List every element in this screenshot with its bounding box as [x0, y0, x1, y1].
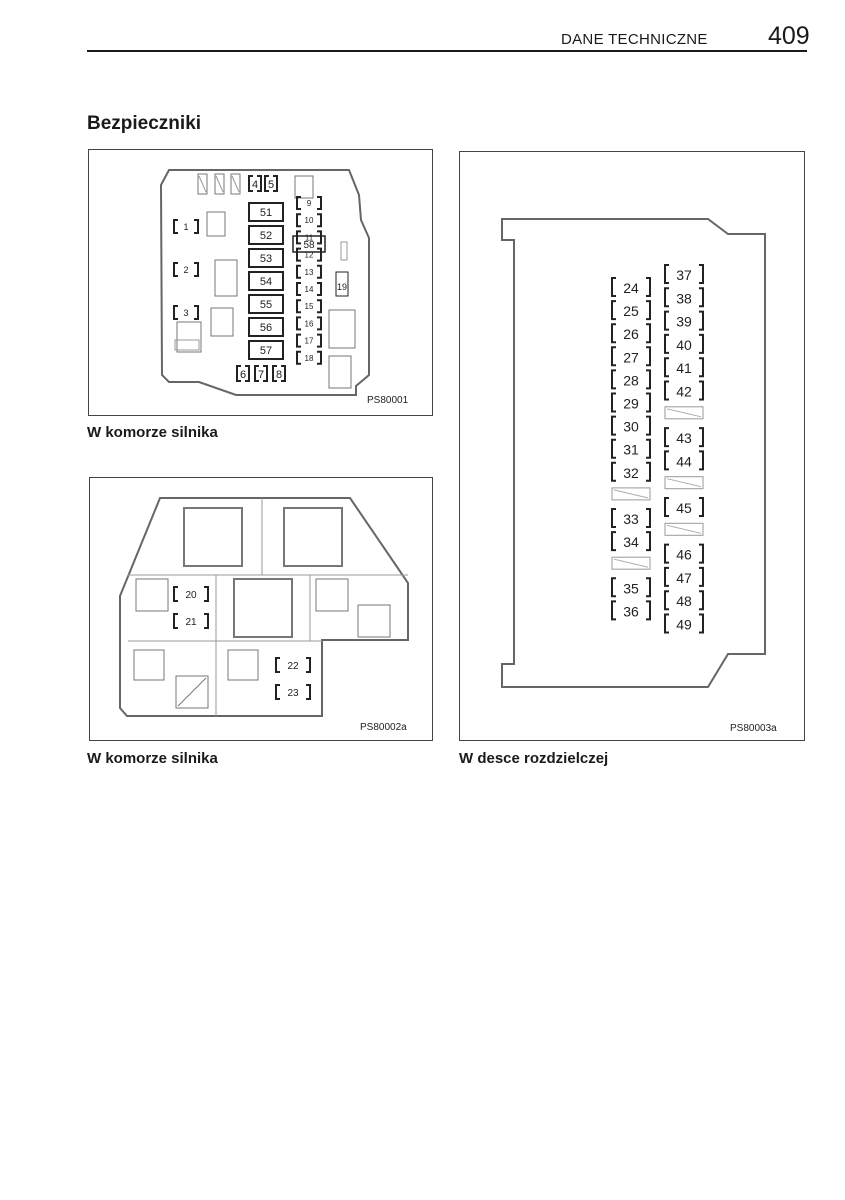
fuse-number: 10 [304, 216, 314, 226]
fuse-label [237, 366, 249, 381]
fuse-label [665, 382, 703, 400]
empty-fuse-slot [665, 477, 703, 489]
fuse-label [297, 352, 321, 364]
fuse-label [297, 214, 321, 226]
fuse-label [612, 417, 650, 435]
fuse-label [665, 615, 703, 633]
fuse-label [665, 358, 703, 376]
main-fuse [249, 295, 283, 313]
figure-code: PS80001 [367, 395, 409, 406]
fuse-number: 13 [304, 267, 314, 277]
fuse-number: 24 [623, 280, 639, 296]
fuse-number: 6 [239, 369, 247, 381]
fuse-number: 27 [623, 349, 639, 366]
fuse-number: 9 [306, 199, 312, 208]
fuse-number: 14 [304, 285, 314, 294]
fuse-number: 33 [623, 511, 639, 527]
main-fuse [249, 203, 283, 221]
fuse-label [665, 335, 703, 353]
fuse-number: 41 [676, 360, 692, 377]
figure-code: PS80003a [730, 723, 777, 734]
empty-fuse-slot [612, 488, 650, 500]
fuse-19 [336, 272, 348, 296]
fuse-label [273, 366, 285, 381]
fuse-label [297, 335, 321, 347]
fuse-number: 51 [259, 207, 273, 219]
fuse-number: 46 [676, 546, 692, 563]
fuse-label [612, 301, 650, 319]
fuse-number: 39 [676, 313, 692, 330]
fuse-number: 45 [676, 500, 692, 516]
fuse-number: 7 [257, 369, 265, 381]
figure-fusebox-2 [89, 477, 433, 741]
fuse-number: 16 [304, 319, 314, 329]
fuse-label [174, 614, 208, 628]
fuse-number: 36 [623, 603, 639, 620]
fuse-number: 20 [185, 590, 197, 601]
fuse-label [612, 532, 650, 550]
fusebox-1-diagram [89, 150, 432, 415]
fuse-label [297, 266, 321, 278]
fuse-label [612, 440, 650, 458]
fuse-number: 25 [623, 303, 639, 320]
fuse-number: 54 [259, 276, 273, 288]
figure-2-caption: W komorze silnika [87, 750, 218, 767]
fuse-label [249, 176, 261, 191]
fuse-label [612, 509, 650, 527]
main-fuse [249, 341, 283, 359]
fuse-number: 42 [676, 383, 692, 400]
fuse-number: 49 [676, 616, 692, 633]
fuse-label [174, 220, 198, 233]
fuse-number: 26 [623, 326, 639, 343]
fuse-number: 22 [287, 661, 299, 672]
fuse-label [265, 176, 277, 191]
fuse-number: 19 [336, 282, 348, 292]
fuse-label [612, 463, 650, 481]
fuse-number: 30 [623, 418, 639, 435]
fuse-number: 11 [304, 233, 314, 243]
fuse-label [665, 451, 703, 469]
fuse-label [665, 545, 703, 563]
fuse-label [665, 265, 703, 283]
fuse-number: 29 [623, 395, 639, 412]
fuse-number: 21 [185, 617, 197, 628]
fuse-number: 3 [183, 308, 189, 318]
main-fuse [249, 318, 283, 336]
fuse-number: 47 [676, 569, 692, 586]
fuse-number: 40 [676, 336, 692, 353]
figure-fusebox-1 [88, 149, 433, 416]
empty-fuse-slot [612, 557, 650, 569]
fuse-number: 8 [275, 369, 283, 381]
figure-code: PS80002a [360, 722, 407, 733]
fusebox-2-diagram [90, 478, 432, 740]
fuse-label [612, 324, 650, 342]
fuse-number: 1 [183, 222, 189, 232]
fuse-label [276, 685, 310, 699]
main-fuse [249, 272, 283, 290]
fuse-label [297, 317, 321, 329]
fuse-number: 34 [623, 534, 639, 551]
empty-fuse-slot [665, 523, 703, 535]
fuse-label [665, 591, 703, 609]
fuse-label [665, 312, 703, 330]
page-number: 409 [768, 22, 810, 50]
fuse-label [665, 428, 703, 446]
fuse-label [297, 300, 321, 312]
fuse-label [297, 283, 321, 295]
fuse-number: 38 [676, 290, 692, 307]
fuse-number: 35 [623, 580, 639, 597]
fuse-number: 57 [259, 345, 273, 357]
fuse-label [276, 658, 310, 672]
fuse-number: 37 [676, 267, 692, 283]
fuse-number: 44 [676, 453, 692, 470]
fuse-label [612, 370, 650, 388]
header-rule [87, 50, 807, 52]
main-fuse [249, 226, 283, 244]
figure-1-caption: W komorze silnika [87, 424, 218, 441]
fuse-number: 53 [259, 253, 273, 265]
fuse-label [297, 197, 321, 209]
fuse-number: 28 [623, 372, 639, 389]
fuse-label [174, 587, 208, 601]
fuse-label [174, 306, 198, 319]
fuse-label [612, 578, 650, 596]
section-heading: Bezpieczniki [87, 113, 202, 134]
fuse-number: 48 [676, 593, 692, 610]
fuse-number: 52 [259, 230, 273, 242]
fuse-number: 15 [304, 302, 314, 312]
fuse-number: 23 [287, 688, 299, 699]
fuse-label [612, 347, 650, 365]
fuse-label [612, 278, 650, 296]
fuse-label [665, 498, 703, 516]
figure-3-caption: W desce rozdzielczej [459, 750, 609, 767]
fuse-number: 5 [267, 179, 275, 191]
fuse-number: 2 [183, 265, 189, 275]
fuse-number: 12 [304, 250, 314, 260]
fuse-label [174, 263, 198, 276]
fuse-number: 17 [304, 336, 314, 346]
fuse-number: 31 [623, 441, 639, 458]
main-fuse [249, 249, 283, 267]
fuse-number: 56 [259, 322, 273, 334]
figure-fusebox-3 [459, 151, 805, 741]
empty-fuse-slot [665, 407, 703, 419]
fuse-number: 55 [259, 299, 273, 311]
fuse-label [612, 601, 650, 619]
fuse-number: 58 [303, 240, 315, 251]
running-header-title: DANE TECHNICZNE [561, 31, 708, 48]
fusebox-3-diagram [460, 152, 804, 740]
fuse-label [665, 288, 703, 306]
fuse-number: 32 [623, 464, 639, 481]
fuse-label [255, 366, 267, 381]
fuse-number: 43 [676, 430, 692, 447]
fuse-label [612, 394, 650, 412]
fuse-number: 18 [304, 353, 314, 363]
fuse-number: 4 [251, 179, 259, 191]
fuse-label [665, 568, 703, 586]
